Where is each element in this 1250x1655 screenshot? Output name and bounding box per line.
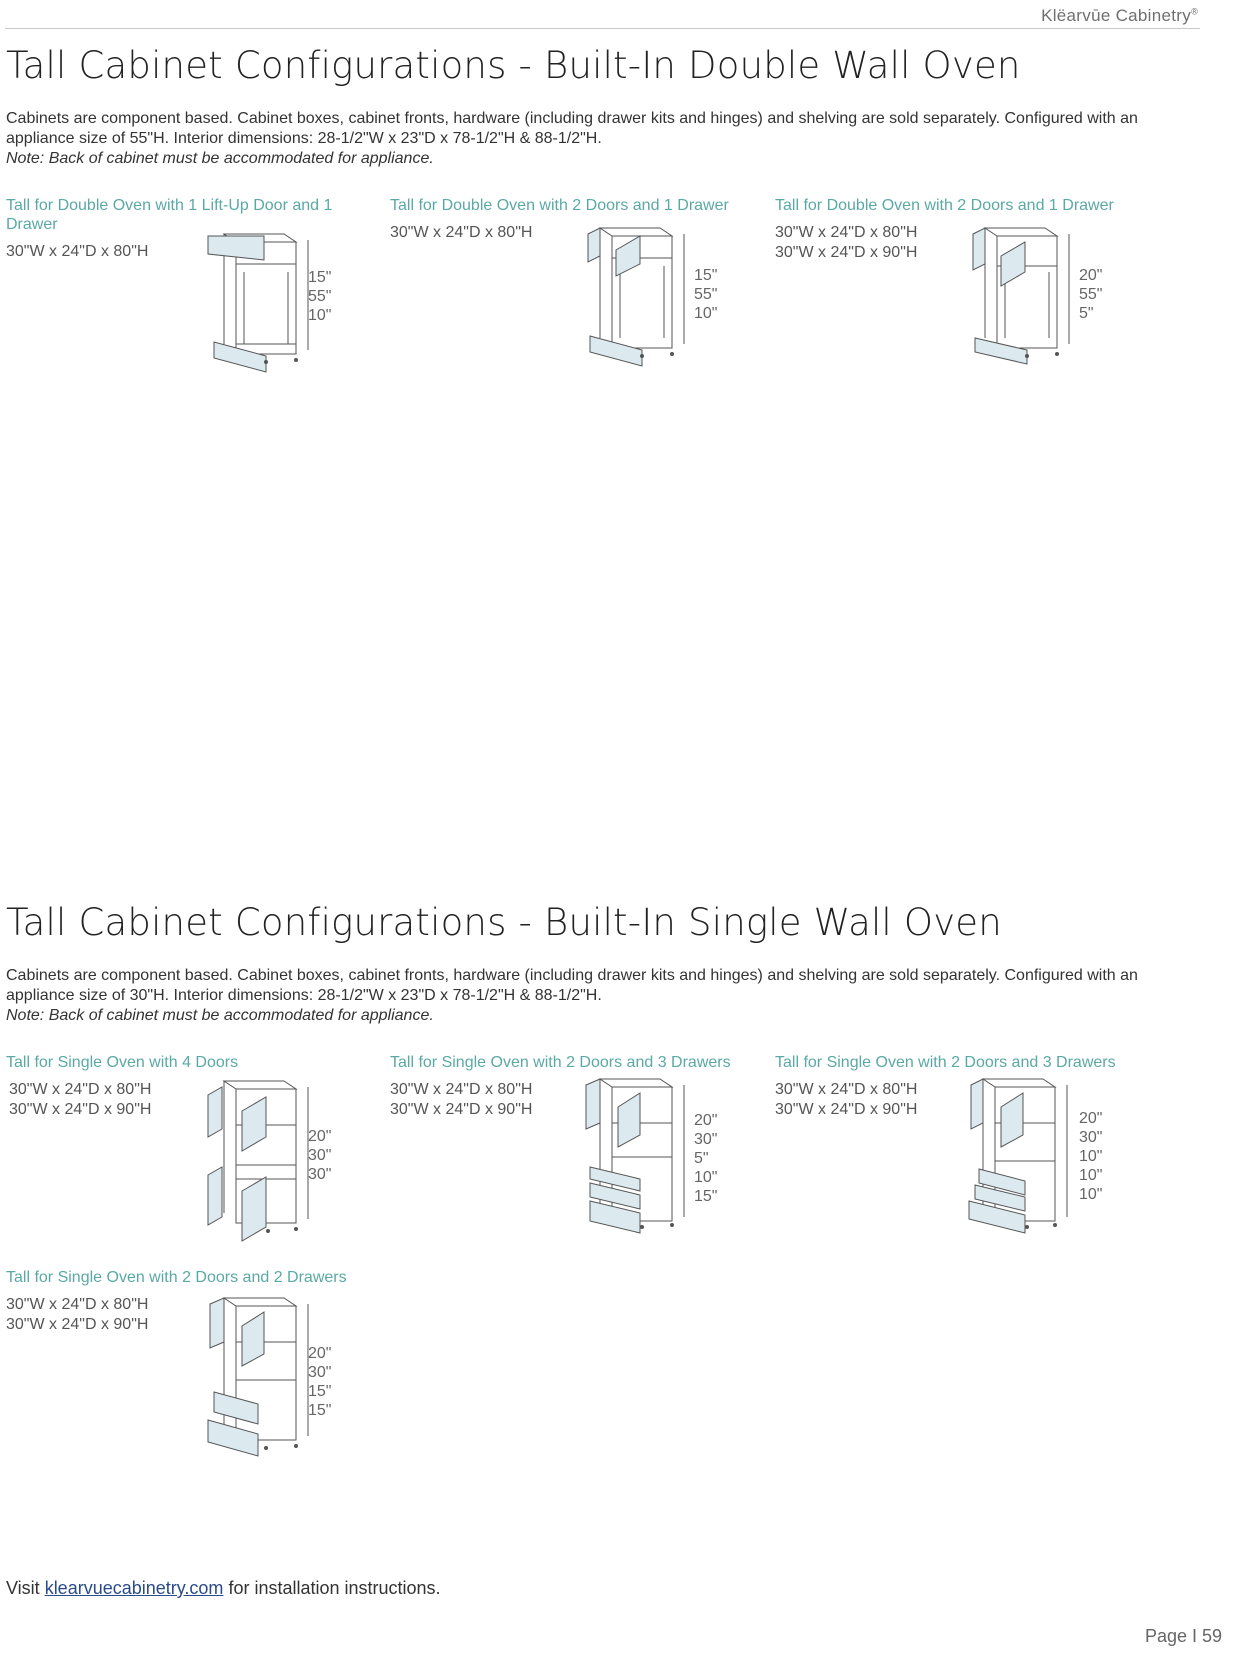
config-item [390, 1053, 770, 1253]
height-measures: 20" 30" 15" 15" [308, 1345, 332, 1419]
config-title[interactable]: Tall for Double Oven with 1 Lift-Up Door and 1 Drawer [6, 197, 333, 233]
config-title[interactable]: Tall for Single Oven with 2 Doors and 2 Drawers [6, 1269, 347, 1286]
config-item [775, 196, 1155, 396]
left-door [973, 228, 985, 270]
left-door [210, 1298, 224, 1348]
left-door [588, 228, 600, 262]
config-item [6, 1053, 386, 1253]
lower-left-door [208, 1167, 222, 1225]
cabinet-drawing [965, 1077, 1075, 1253]
dimension-line: 30"W x 24"D x 90"H [6, 1316, 149, 1333]
cabinet-drawing [206, 232, 316, 388]
cabinet-drawing [582, 1077, 692, 1253]
installation-note: Visit klearvuecabinetry.com for installation instructions. [6, 1578, 441, 1598]
config-item [775, 1053, 1155, 1253]
dimension-line: 30"W x 24"D x 90"H [775, 1101, 918, 1118]
config-title[interactable]: Tall for Single Oven with 4 Doors [6, 1054, 239, 1071]
dimension-line: 30"W x 24"D x 80"H [6, 243, 149, 260]
config-title[interactable]: Tall for Double Oven with 2 Doors and 1 Drawer [775, 197, 1114, 214]
brand-name: Klëarvūe Cabinetry® [1041, 6, 1198, 25]
height-measures: 20" 30" 5" 10" 15" [694, 1112, 718, 1205]
cabinet-drawing [582, 226, 692, 382]
dimension-line: 30"W x 24"D x 90"H [9, 1101, 152, 1118]
dimension-line: 30"W x 24"D x 80"H [775, 1081, 918, 1098]
left-door [971, 1079, 983, 1129]
section-note: Note: Back of cabinet must be accommodated for appliance. [6, 1007, 434, 1024]
upper-left-door [208, 1087, 222, 1137]
dimension-line: 30"W x 24"D x 90"H [775, 244, 918, 261]
height-measures: 20" 30" 10" 10" 10" [1079, 1110, 1103, 1203]
config-item [6, 1268, 386, 1468]
dimension-line: 30"W x 24"D x 80"H [390, 1081, 533, 1098]
section-description: Cabinets are component based. Cabinet boxes, cabinet fronts, hardware (including drawer kits and hinges) and shelving are sold separately. Configured with an appliance size of 30"H. Interior dimensions: 28-1/2"W x 23"D x 78-1/2"H & 88-1/2"H. [6, 967, 1138, 1004]
page-number: Page I 59 [1144, 1626, 1222, 1646]
height-measures: 20" 55" 5" [1079, 267, 1103, 322]
config-item [6, 196, 386, 396]
cabinet-drawing [206, 1296, 316, 1472]
height-measures: 15" 55" 10" [308, 269, 332, 324]
section-description: Cabinets are component based. Cabinet boxes, cabinet fronts, hardware (including drawer kits and hinges) and shelving are sold separately. Configured with an appliance size of 55"H. Interior dimensions: 28-1/2"W x 23"D x 78-1/2"H & 88-1/2"H. [6, 110, 1138, 147]
config-title[interactable]: Tall for Single Oven with 2 Doors and 3 Drawers [390, 1054, 731, 1071]
config-dimensions [6, 1080, 386, 1120]
header-divider [5, 28, 1200, 29]
cabinet-drawing [206, 1079, 316, 1255]
config-dimensions [6, 242, 386, 262]
dimension-line: 30"W x 24"D x 80"H [390, 224, 533, 241]
dimension-line: 30"W x 24"D x 80"H [9, 1081, 152, 1098]
lift-up-door [208, 236, 264, 260]
website-link[interactable]: klearvuecabinetry.com [44, 1578, 224, 1598]
config-dimensions [775, 223, 1155, 263]
config-dimensions [6, 1295, 386, 1335]
config-dimensions [390, 223, 770, 243]
left-door [586, 1079, 600, 1129]
cabinet-drawing [967, 226, 1077, 382]
config-title[interactable]: Tall for Double Oven with 2 Doors and 1 Drawer [390, 197, 729, 214]
config-title[interactable]: Tall for Single Oven with 2 Doors and 3 Drawers [775, 1054, 1116, 1071]
section-title: Tall Cabinet Configurations - Built-In Single Wall Oven [6, 901, 1002, 944]
section-title: Tall Cabinet Configurations - Built-In Double Wall Oven [6, 44, 1021, 87]
section-note: Note: Back of cabinet must be accommodated for appliance. [6, 150, 434, 167]
single-oven-section [6, 901, 1196, 1026]
height-measures: 20" 30" 30" [308, 1128, 332, 1183]
dimension-line: 30"W x 24"D x 80"H [775, 224, 918, 241]
dimension-line: 30"W x 24"D x 90"H [390, 1101, 533, 1118]
dimension-line: 30"W x 24"D x 80"H [6, 1296, 149, 1313]
double-oven-section [6, 44, 1196, 169]
height-measures: 15" 55" 10" [694, 267, 718, 322]
config-item [390, 196, 770, 396]
